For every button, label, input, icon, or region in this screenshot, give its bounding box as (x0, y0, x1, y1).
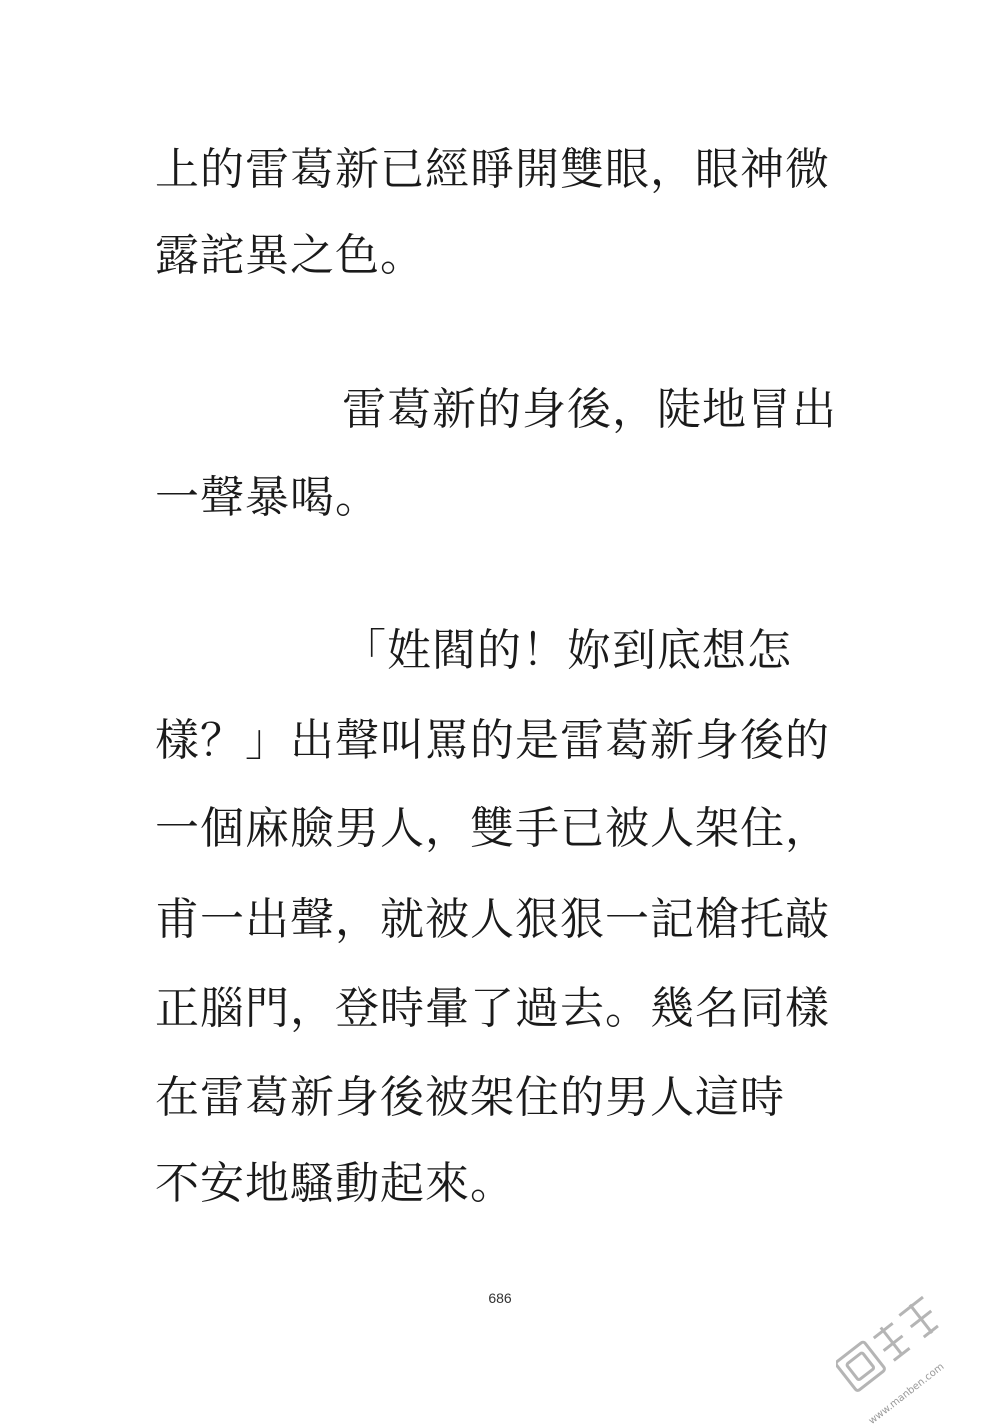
paragraph-line: 在雷葛新身後被架住的男人這時 (155, 1072, 785, 1123)
paragraph-line: 「姓閻的！妳到底想怎 (342, 625, 792, 676)
paragraph-line: 露詫異之色。 (155, 230, 425, 281)
page-number: 686 (488, 1290, 512, 1306)
paragraph-line: 一個麻臉男人，雙手已被人架住， (155, 803, 830, 854)
paragraph-line: 不安地騷動起來。 (155, 1158, 515, 1209)
paragraph-line: 甫一出聲，就被人狠狠一記槍托敲 (155, 894, 830, 945)
paragraph-line: 樣？」出聲叫罵的是雷葛新身後的 (155, 715, 830, 766)
watermark-url: www.manben.com (866, 1361, 946, 1427)
paragraph-line: 一聲暴喝。 (155, 472, 380, 523)
paragraph-line: 正腦門，登時暈了過去。幾名同樣 (155, 983, 830, 1034)
paragraph-line: 上的雷葛新已經睜開雙眼，眼神微 (155, 144, 830, 195)
watermark-logo (836, 1272, 986, 1427)
paragraph-line: 雷葛新的身後，陡地冒出 (342, 384, 837, 435)
